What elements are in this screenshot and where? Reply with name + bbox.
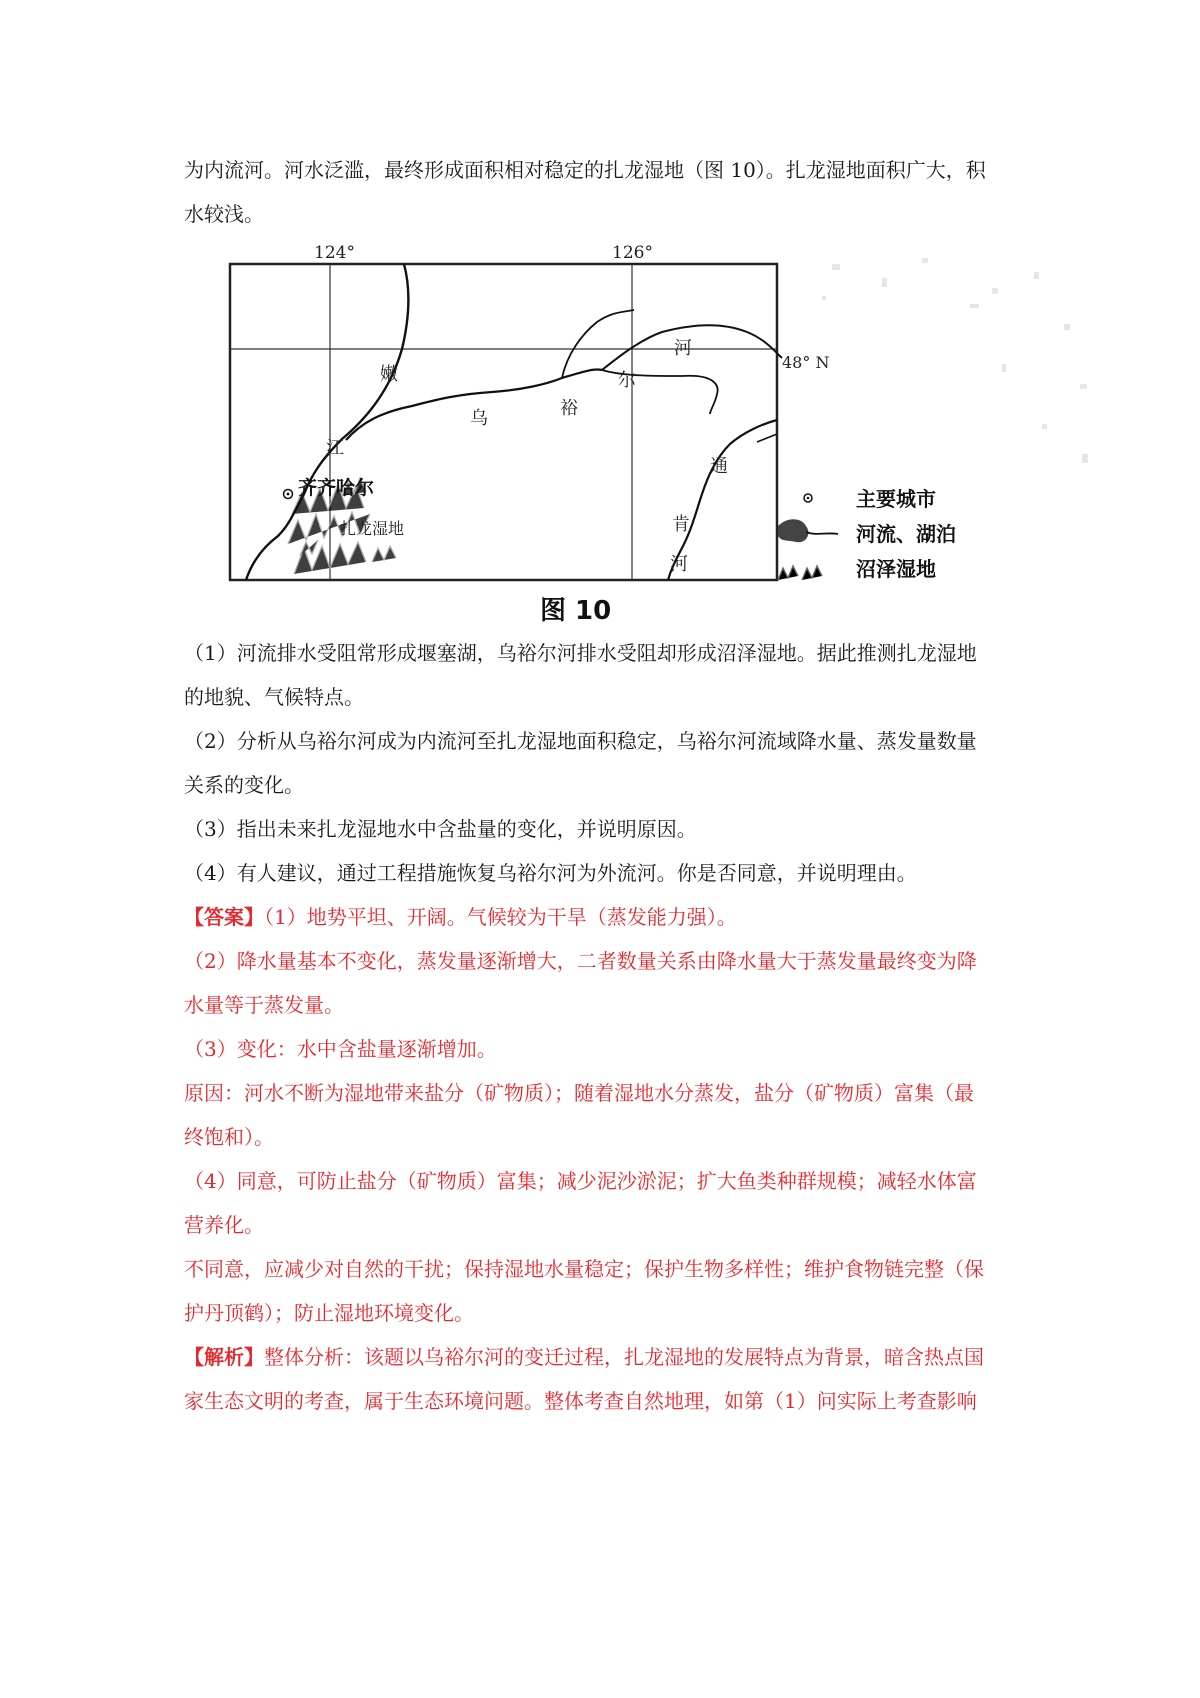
lon-126-label: 126° [612, 244, 653, 263]
question-2-line-2: 关系的变化。 [184, 773, 304, 797]
qiqihar-city-dot [287, 493, 290, 496]
legend-river-lake-label: 河流、湖泊 [856, 522, 956, 546]
wuyuer-label-1: 乌 [470, 408, 488, 429]
wuyuer-label-3: 尔 [618, 370, 636, 391]
map-legend [778, 487, 956, 581]
answer-3-line-1: （3）变化：水中含盐量逐渐增加。 [184, 1037, 497, 1061]
wuyuer-upper-course [602, 325, 782, 370]
scan-noise [822, 258, 1088, 463]
legend-river-icon [806, 532, 838, 534]
question-2-line-1: （2）分析从乌裕尔河成为内流河至扎龙湿地面积稳定，乌裕尔河流域降水量、蒸发量数量 [184, 729, 977, 753]
answer-2-line-1: （2）降水量基本不变化，蒸发量逐渐增大，二者数量关系由降水量大于蒸发量最终变为降 [184, 949, 977, 973]
legend-wetland-icon [778, 566, 822, 580]
answer-1-text: （1）地势平坦、开阔。气候较为干旱（蒸发能力强）。 [264, 905, 737, 929]
analysis-tag: 【解析】 [184, 1345, 264, 1369]
intro-line-1: 为内流河。河水泛滥，最终形成面积相对稳定的扎龙湿地（图 10）。扎龙湿地面积广大，积 [184, 158, 986, 182]
zhalong-wetland-label: 扎龙湿地 [340, 519, 405, 538]
legend-lake-icon [778, 519, 808, 542]
legend-city-label: 主要城市 [856, 487, 936, 511]
wuyuer-tributary-north [562, 310, 634, 378]
answer-2-line-2: 水量等于蒸发量。 [184, 993, 344, 1017]
answer-3-line-2: 原因：河水不断为湿地带来盐分（矿物质）；随着湿地水分蒸发，盐分（矿物质）富集（最 [184, 1081, 974, 1105]
analysis-line-2: 家生态文明的考查，属于生态环境问题。整体考查自然地理，如第（1）问实际上考查影响 [184, 1389, 977, 1413]
nen-river-label-1: 嫩 [380, 364, 398, 385]
answer-1 [184, 895, 1020, 939]
tongken-label-2: 肯 [672, 514, 690, 535]
lon-124-label: 124° [314, 244, 355, 263]
question-1-line-1: （1）河流排水受阻常形成堰塞湖，乌裕尔河排水受阻却形成沼泽湿地。据此推测扎龙湿地 [184, 641, 977, 665]
analysis-line-1 [184, 1335, 1020, 1379]
map-svg [222, 244, 1100, 678]
answer-4-line-3: 不同意，应减少对自然的干扰；保持湿地水量稳定；保护生物多样性；维护食物链完整（保 [184, 1257, 984, 1281]
question-4: （4）有人建议，通过工程措施恢复乌裕尔河为外流河。你是否同意，并说明理由。 [184, 861, 917, 885]
lat-48n-label: 48° N [782, 353, 830, 372]
question-3: （3）指出未来扎龙湿地水中含盐量的变化，并说明原因。 [184, 817, 697, 841]
analysis-line-1-text: 整体分析：该题以乌裕尔河的变迁过程，扎龙湿地的发展特点为背景，暗含热点国 [264, 1345, 984, 1369]
answer-4-line-1: （4）同意，可防止盐分（矿物质）富集；减少泥沙淤泥；扩大鱼类种群规模；减轻水体富 [184, 1169, 977, 1193]
answer-4-line-4: 护丹顶鹤）；防止湿地环境变化。 [184, 1301, 474, 1325]
tongken-tributary [757, 434, 777, 442]
tongken-label-3: 河 [670, 554, 688, 575]
intro-line-2: 水较浅。 [184, 202, 264, 226]
answer-4-line-2: 营养化。 [184, 1213, 264, 1237]
tongken-label-1: 通 [710, 456, 728, 477]
answer-3-line-3: 终饱和）。 [184, 1125, 274, 1149]
legend-city-dot [807, 497, 810, 500]
map-figure-10 [222, 244, 1100, 678]
question-1-line-2: 的地貌、气候特点。 [184, 685, 364, 709]
legend-wetland-label: 沼泽湿地 [856, 557, 936, 581]
nen-river-label-2: 江 [326, 438, 344, 459]
figure-caption: 图 10 [540, 596, 612, 626]
qiqihar-label: 齐齐哈尔 [298, 477, 375, 499]
wuyuer-label-4: 河 [674, 338, 692, 359]
answer-tag: 【答案】 [184, 905, 264, 929]
wuyuer-label-2: 裕 [560, 398, 578, 419]
